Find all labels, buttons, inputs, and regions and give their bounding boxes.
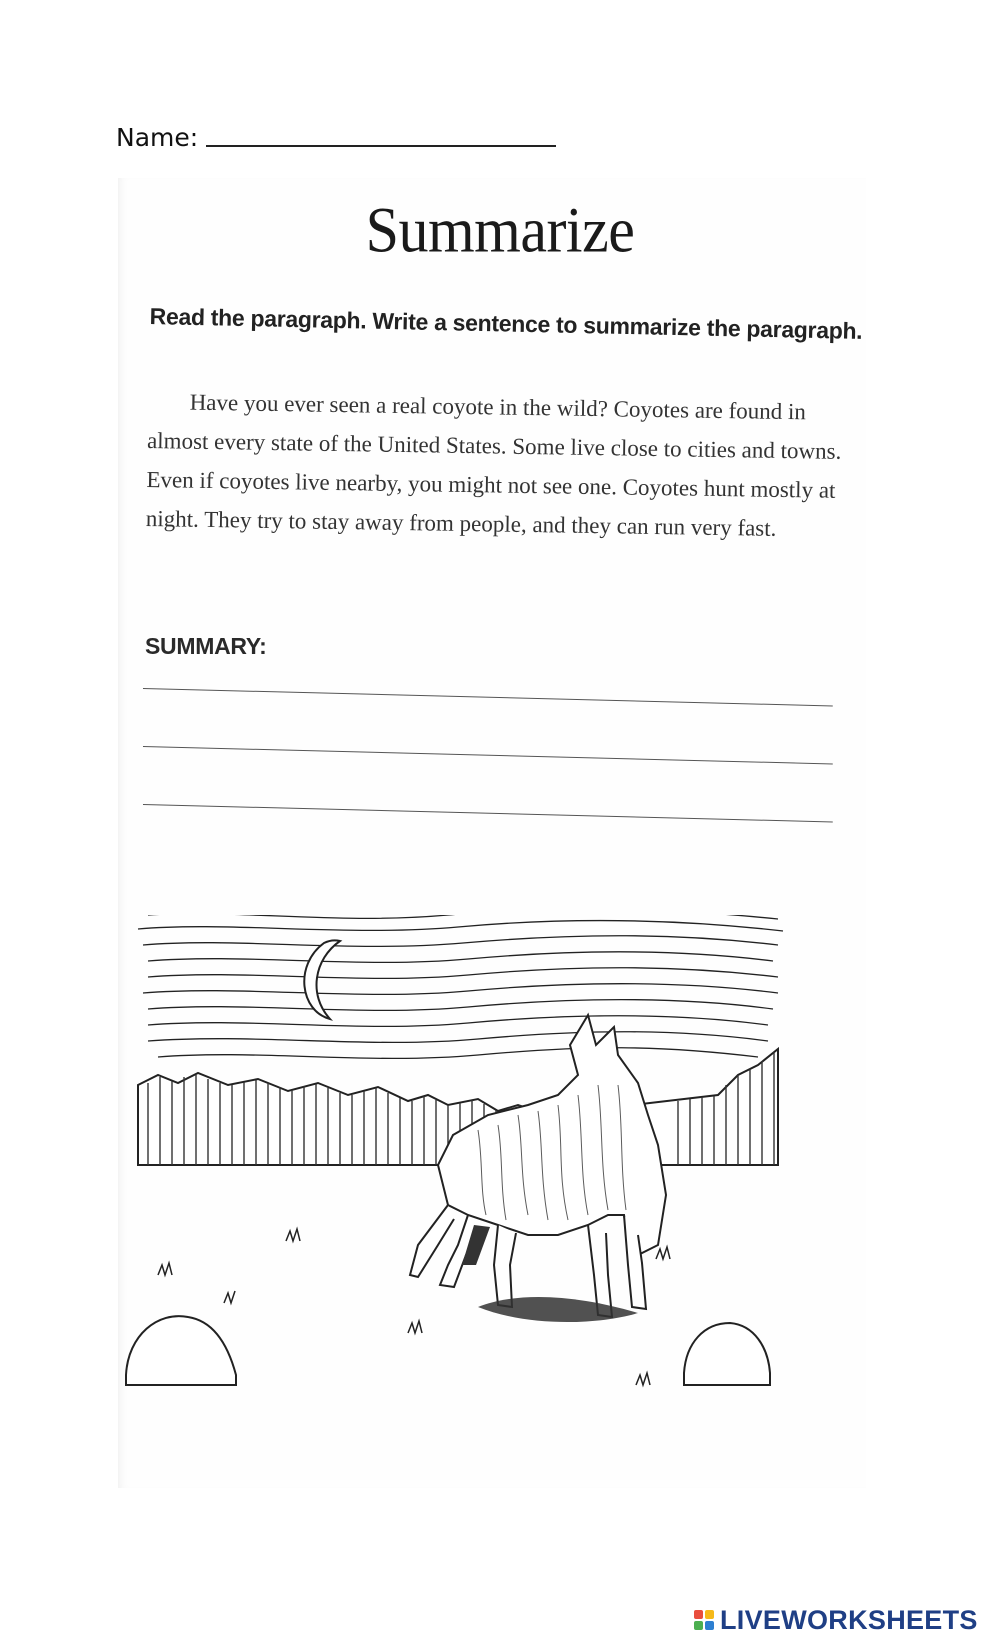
- name-label: Name:: [116, 123, 199, 152]
- sky-hatching: [138, 915, 783, 1058]
- ground-shadow: [478, 1297, 638, 1322]
- moon-icon: [304, 940, 340, 1019]
- reading-paragraph: Have you ever seen a real coyote in the wild? Coyotes are found in almost every state of the United States. Some live close to cities and towns. Even if coyotes live nearby, you might not see one. Coyotes hunt mostly at night. They try to stay away from people, and they can run very fast.: [145, 389, 842, 541]
- coyote-illustration: [118, 915, 858, 1475]
- brand-name: LIVEWORKSHEETS: [720, 1604, 978, 1635]
- liveworksheets-logo: [694, 1604, 978, 1636]
- coyote-figure: [410, 1015, 666, 1317]
- instructions: Read the paragraph. Write a sentence to summarize the paragraph.: [149, 303, 863, 344]
- page-title: Summarize: [365, 194, 635, 266]
- summary-label: SUMMARY:: [145, 633, 267, 659]
- name-input-line[interactable]: [206, 119, 556, 147]
- name-field-row: [116, 112, 556, 152]
- logo-blocks-icon: [694, 1610, 714, 1630]
- rock-right: [684, 1323, 770, 1385]
- rock-left: [126, 1316, 236, 1385]
